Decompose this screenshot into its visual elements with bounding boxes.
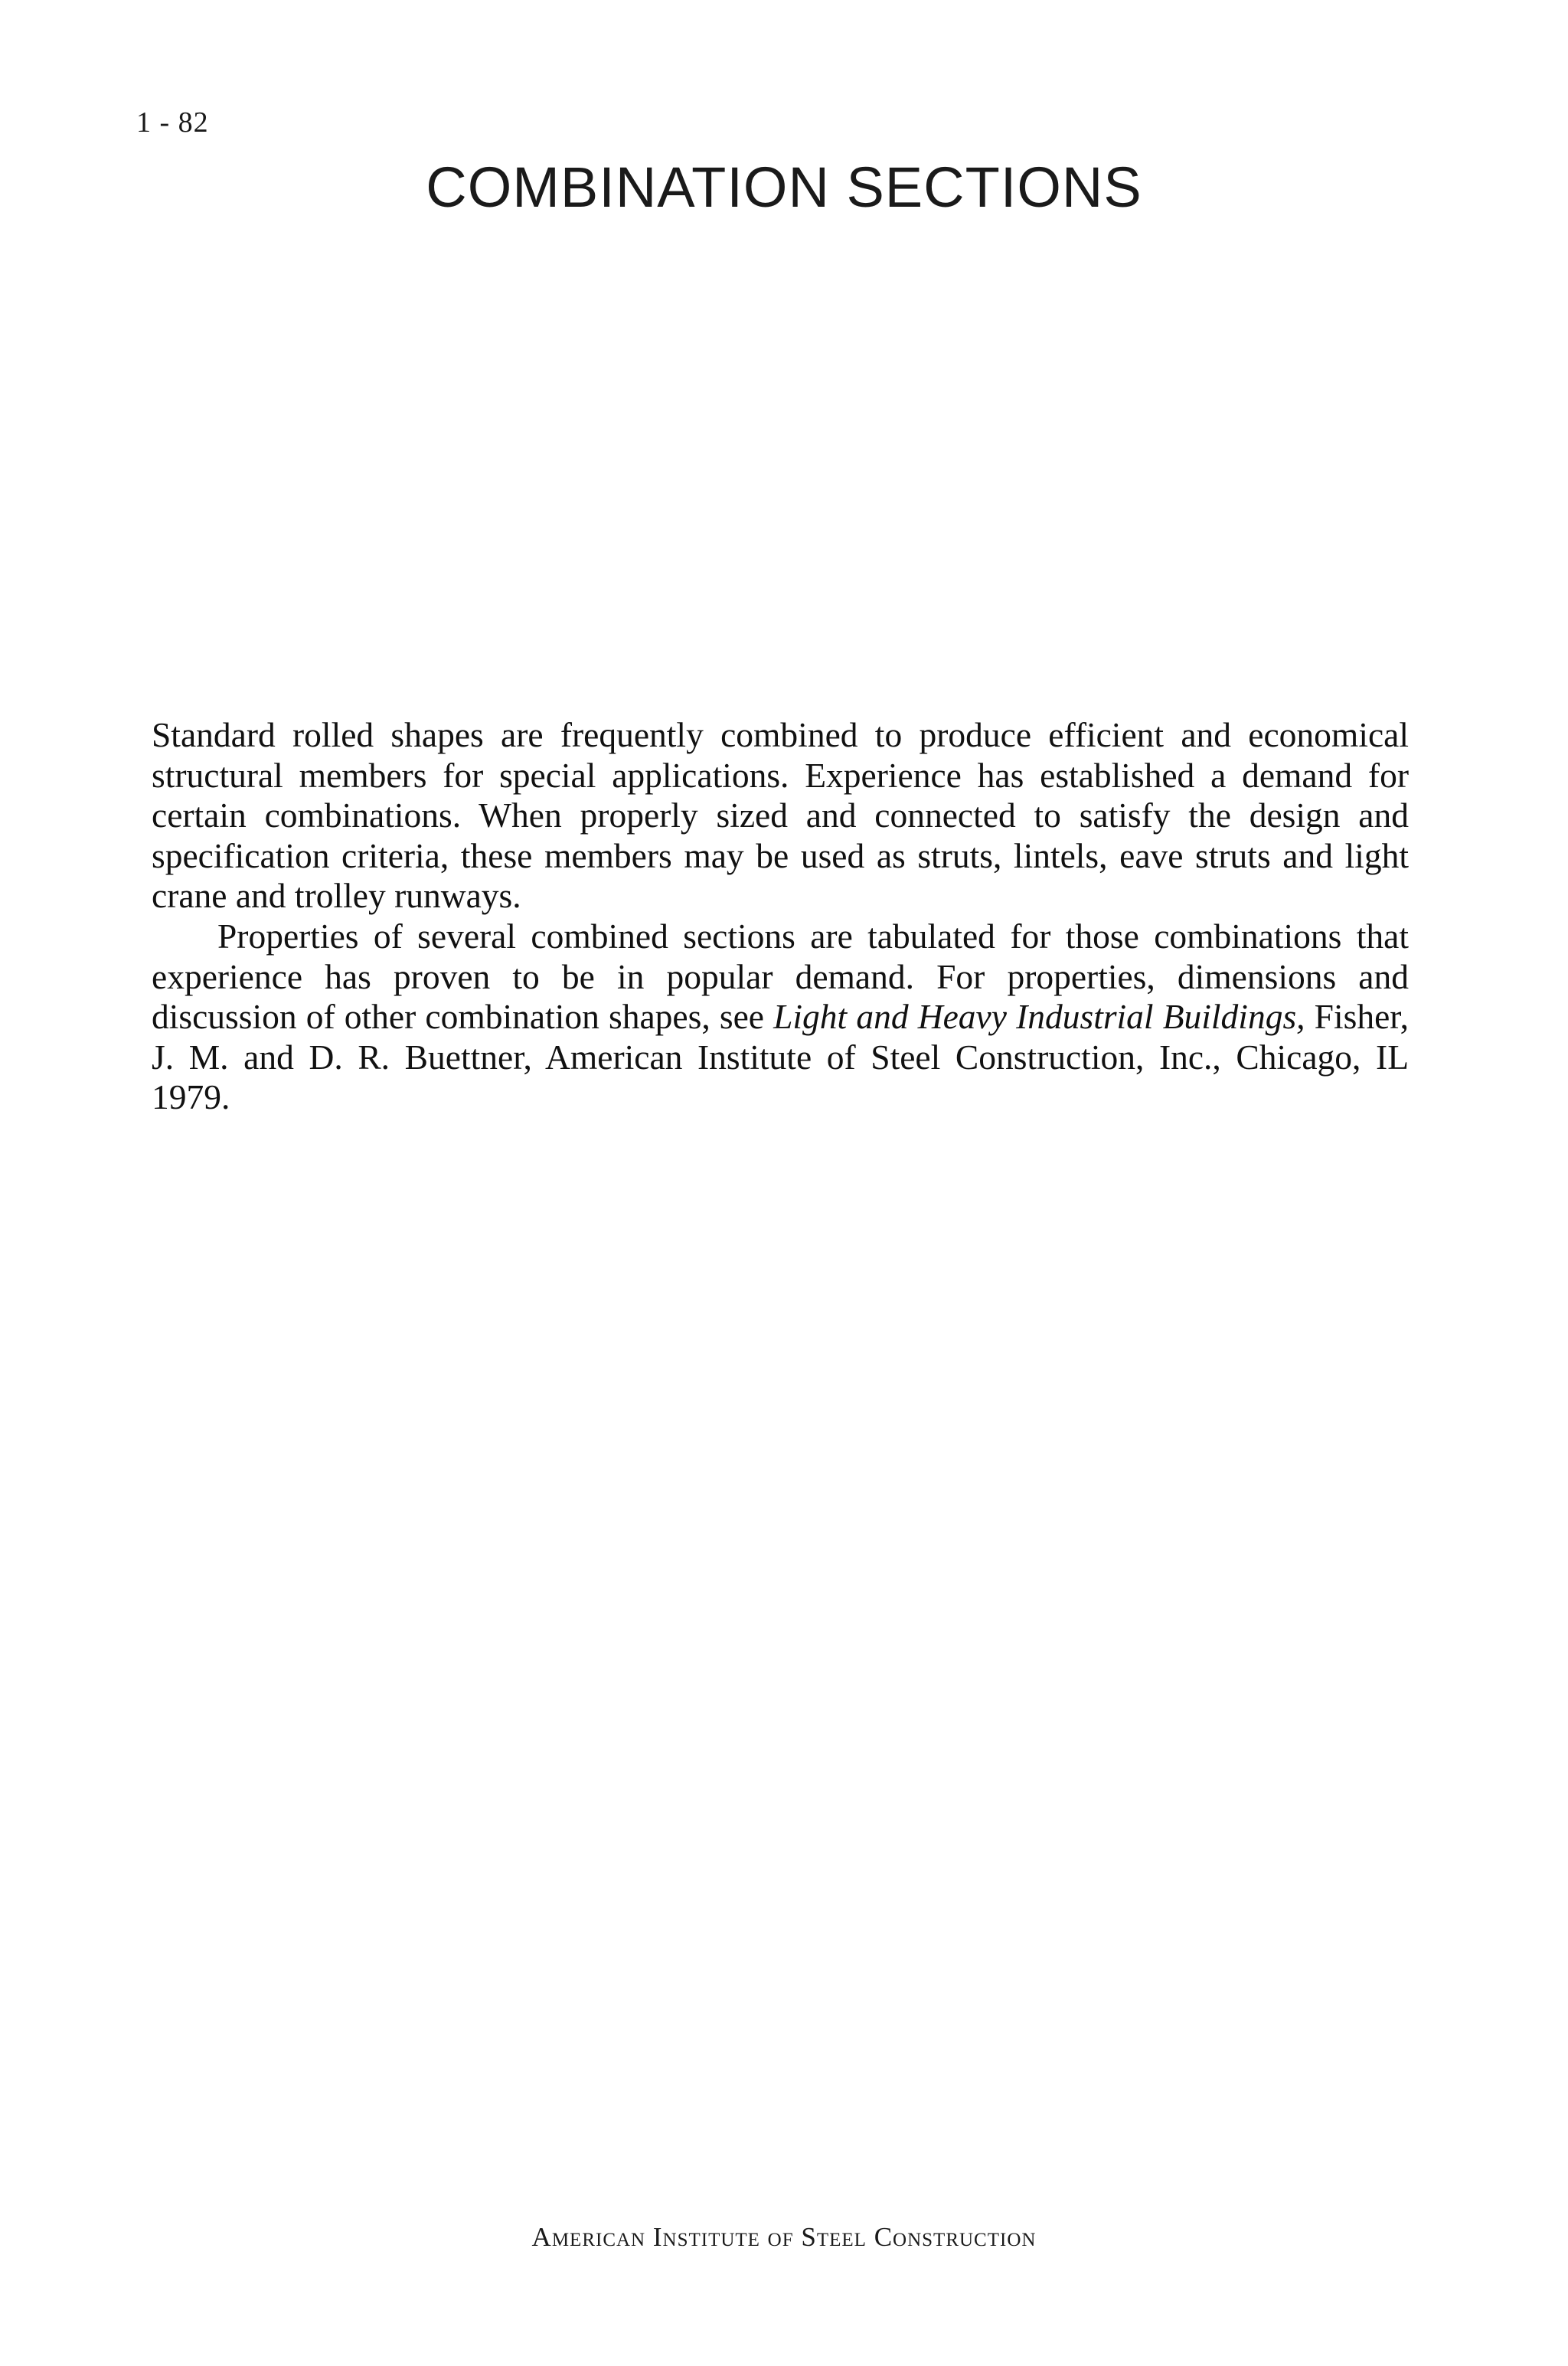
- citation-details: Fisher, J. M. and D. R. Buettner, American Institute of Steel Construction, Inc., Chicago, IL 1979.: [152, 997, 1409, 1117]
- citation-title: Light and Heavy Industrial Buildings,: [773, 997, 1305, 1037]
- paragraph-properties: [152, 917, 1409, 1118]
- page-footer: American Institute of Steel Construction: [531, 2222, 1037, 2252]
- page-number: 1 - 82: [136, 106, 209, 139]
- body-text: [152, 715, 1409, 1118]
- paragraph-intro: Standard rolled shapes are frequently combined to produce efficient and economical structural members for special applications. Experience has established a demand for certain combinations. When properly sized and connected to satisfy the design and specification criteria, these members may be used as struts, lintels, eave struts and light crane and trolley runways.: [152, 715, 1409, 916]
- paragraph-properties-text: Properties of several combined sections are tabulated for those combinations that experience has proven to be in popular demand. For properties, dimensions and discussion of other combination shapes, see: [152, 916, 1409, 1037]
- page-title: COMBINATION SECTIONS: [426, 155, 1142, 219]
